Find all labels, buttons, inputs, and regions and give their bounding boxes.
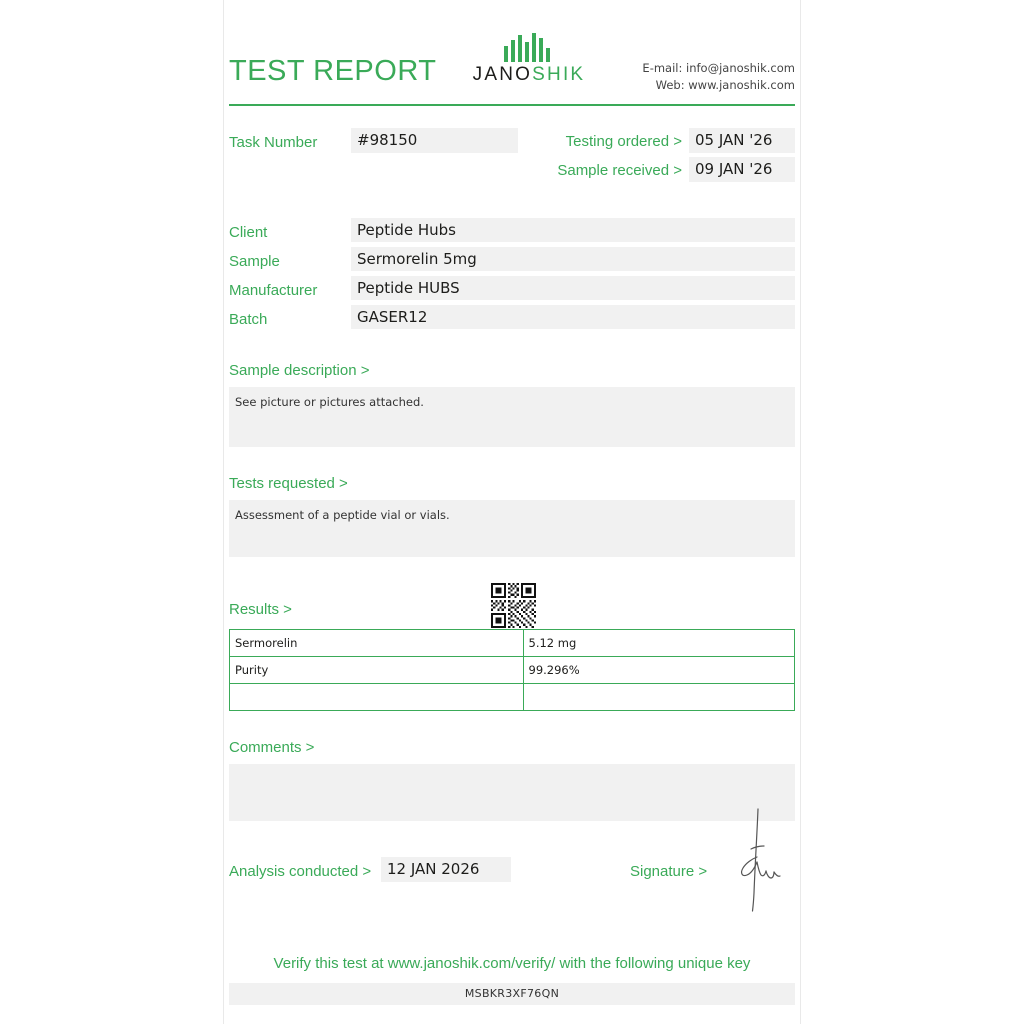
table-row [230, 657, 795, 684]
report-header [229, 0, 795, 104]
logo-bars-svg [502, 32, 556, 62]
qr-code-icon [491, 583, 536, 628]
info-value: Peptide Hubs [351, 218, 795, 242]
result-value [523, 684, 795, 711]
verify-key: MSBKR3XF76QN [229, 983, 795, 1005]
comments-text [229, 764, 795, 821]
page-title: TEST REPORT [229, 55, 437, 87]
contact-email: E-mail: info@janoshik.com [642, 61, 795, 75]
info-key: Client [229, 224, 268, 241]
contact-web: Web: www.janoshik.com [655, 77, 795, 92]
logo [469, 32, 589, 86]
sample-description-text: See picture or pictures attached. [229, 387, 795, 447]
page-left-edge [223, 0, 224, 1024]
sample-received-value: 09 JAN '26 [689, 157, 795, 182]
info-value: Peptide HUBS [351, 276, 795, 300]
header-divider [229, 104, 795, 106]
table-row [230, 630, 795, 657]
report-content [229, 0, 795, 1005]
tests-requested-text: Assessment of a peptide vial or vials. [229, 500, 795, 557]
logo-bars-icon [469, 32, 589, 62]
analysis-conducted-label: Analysis conducted > [229, 863, 372, 880]
info-row [229, 218, 795, 247]
results-table [229, 629, 795, 711]
results-header [229, 583, 795, 627]
signature-svg [724, 805, 794, 915]
result-name [230, 684, 524, 711]
testing-ordered-label: Testing ordered > [565, 133, 682, 150]
info-table [229, 218, 795, 334]
table-row [230, 684, 795, 711]
logo-wordmark [469, 64, 589, 86]
result-value: 99.296% [523, 657, 795, 684]
info-row [229, 276, 795, 305]
result-name: Purity [230, 657, 524, 684]
sample-received-label: Sample received > [557, 162, 682, 179]
info-row [229, 305, 795, 334]
testing-ordered-value: 05 JAN '26 [689, 128, 795, 153]
task-row [229, 128, 795, 184]
contact-info [642, 60, 795, 93]
date-block [550, 128, 795, 186]
info-key: Sample [229, 253, 280, 270]
sample-description-heading: Sample description > [229, 362, 370, 379]
page-right-edge [800, 0, 801, 1024]
logo-word-green: SHIK [532, 64, 586, 85]
result-value: 5.12 mg [523, 630, 795, 657]
info-key: Batch [229, 311, 268, 328]
info-value: Sermorelin 5mg [351, 247, 795, 271]
analysis-row [229, 857, 795, 913]
qr-code-svg [491, 583, 536, 628]
comments-heading: Comments > [229, 739, 315, 756]
task-number-label: Task Number [229, 134, 318, 151]
analysis-conducted-date: 12 JAN 2026 [381, 857, 511, 882]
result-name: Sermorelin [230, 630, 524, 657]
task-number-value: #98150 [351, 128, 518, 153]
tests-requested-heading: Tests requested > [229, 475, 348, 492]
signature-image [724, 805, 794, 915]
logo-word-dark: JANO [472, 64, 533, 85]
sample-received-row [550, 157, 795, 186]
results-heading: Results > [229, 601, 292, 618]
testing-ordered-row [550, 128, 795, 157]
signature-label: Signature > [630, 863, 708, 880]
verify-text: Verify this test at www.janoshik.com/verify/ with the following unique key [273, 955, 751, 972]
info-row [229, 247, 795, 276]
info-value: GASER12 [351, 305, 795, 329]
info-key: Manufacturer [229, 282, 318, 299]
